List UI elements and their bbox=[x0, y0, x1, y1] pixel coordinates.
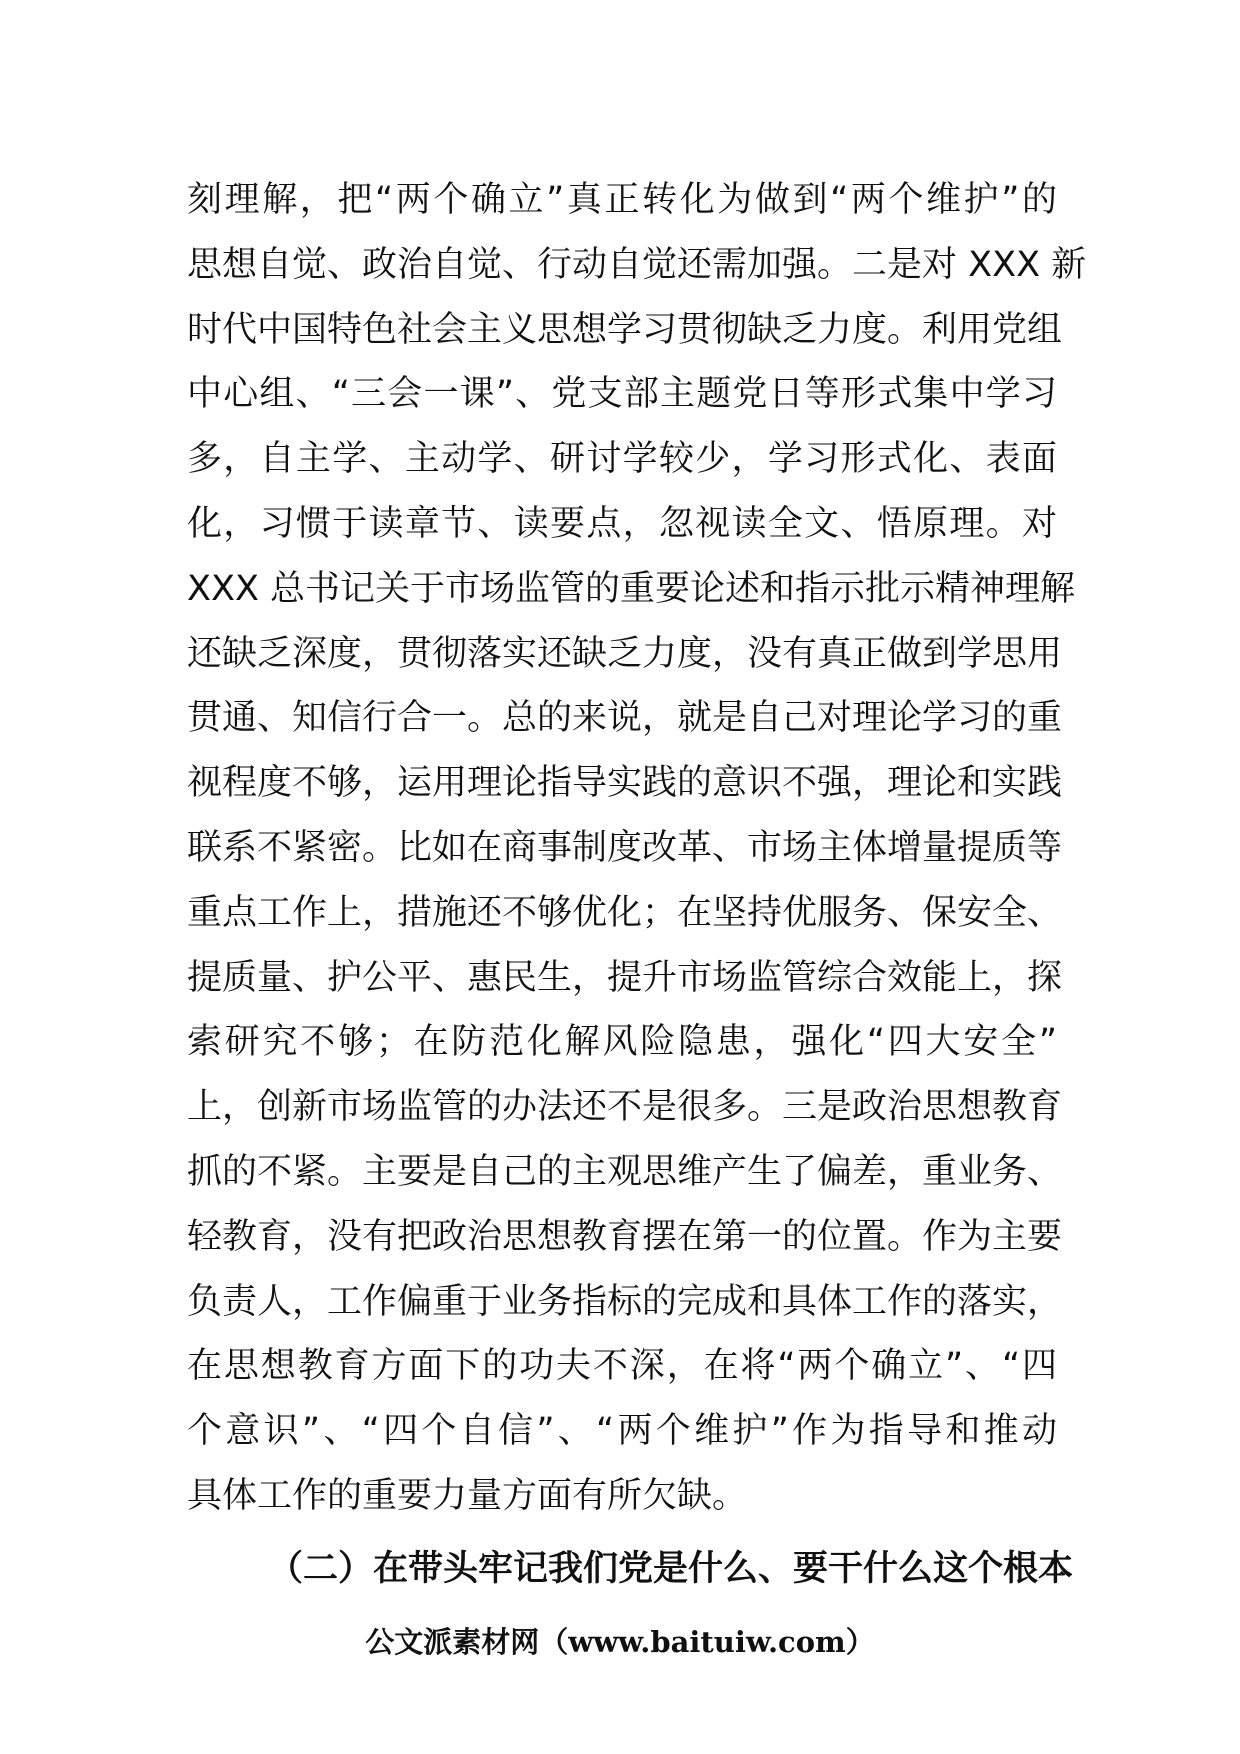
body-text bbox=[187, 168, 1087, 1529]
text-line: 视程度不够，运用理论指导实践的意识不强，理论和实践 bbox=[187, 763, 1063, 804]
text-line: 索研究不够；在防范化解风险隐患，强化“四大安全” bbox=[187, 1022, 1057, 1063]
text-line: 在思想教育方面下的功夫不深，在将“两个确立”、“四 bbox=[187, 1346, 1057, 1387]
text-line: 化，习惯于读章节、读要点，忽视读全文、悟原理。对 bbox=[187, 503, 1057, 544]
text-line: 中心组、“三会一课”、党支部主题党日等形式集中学习 bbox=[187, 374, 1057, 415]
text-line: 抓的不紧。主要是自己的主观思维产生了偏差，重业务、 bbox=[187, 1151, 1063, 1192]
text-line: 负责人，工作偏重于业务指标的完成和具体工作的落实， bbox=[187, 1281, 1063, 1322]
text-line: 贯通、知信行合一。总的来说，就是自己对理论学习的重 bbox=[187, 698, 1063, 739]
text-line: 具体工作的重要力量方面有所欠缺。 bbox=[187, 1475, 748, 1516]
text-line: 重点工作上，措施还不够优化；在坚持优服务、保安全、 bbox=[187, 892, 1063, 933]
text-line: 多，自主学、主动学、研讨学较少，学习形式化、表面 bbox=[187, 439, 1057, 480]
text-line: 个意识”、“四个自信”、“两个维护”作为指导和推动 bbox=[187, 1411, 1057, 1452]
text-line: XXX 总书记关于市场监管的重要论述和指示批示精神理解 bbox=[187, 568, 1076, 609]
text-line: 刻理解，把“两个确立”真正转化为做到“两个维护”的 bbox=[187, 180, 1057, 220]
footer-watermark: 公文派素材网（www.baituiw.com） bbox=[365, 1625, 875, 1659]
text-line: 还缺乏深度，贯彻落实还缺乏力度，没有真正做到学思用 bbox=[187, 633, 1063, 674]
text-line: 提质量、护公平、惠民生，提升市场监管综合效能上，探 bbox=[187, 957, 1063, 998]
text-line: 联系不紧密。比如在商事制度改革、市场主体增量提质等 bbox=[187, 827, 1063, 868]
text-line: 上，创新市场监管的办法还不是很多。三是政治思想教育 bbox=[187, 1087, 1063, 1128]
text-line: 轻教育，没有把政治思想教育摆在第一的位置。作为主要 bbox=[187, 1216, 1063, 1257]
section-heading: （二）在带头牢记我们党是什么、要干什么这个根本 bbox=[268, 1548, 1074, 1589]
text-line: 时代中国特色社会主义思想学习贯彻缺乏力度。利用党组 bbox=[187, 309, 1063, 350]
text-line: 思想自觉、政治自觉、行动自觉还需加强。二是对 XXX 新 bbox=[187, 244, 1087, 285]
